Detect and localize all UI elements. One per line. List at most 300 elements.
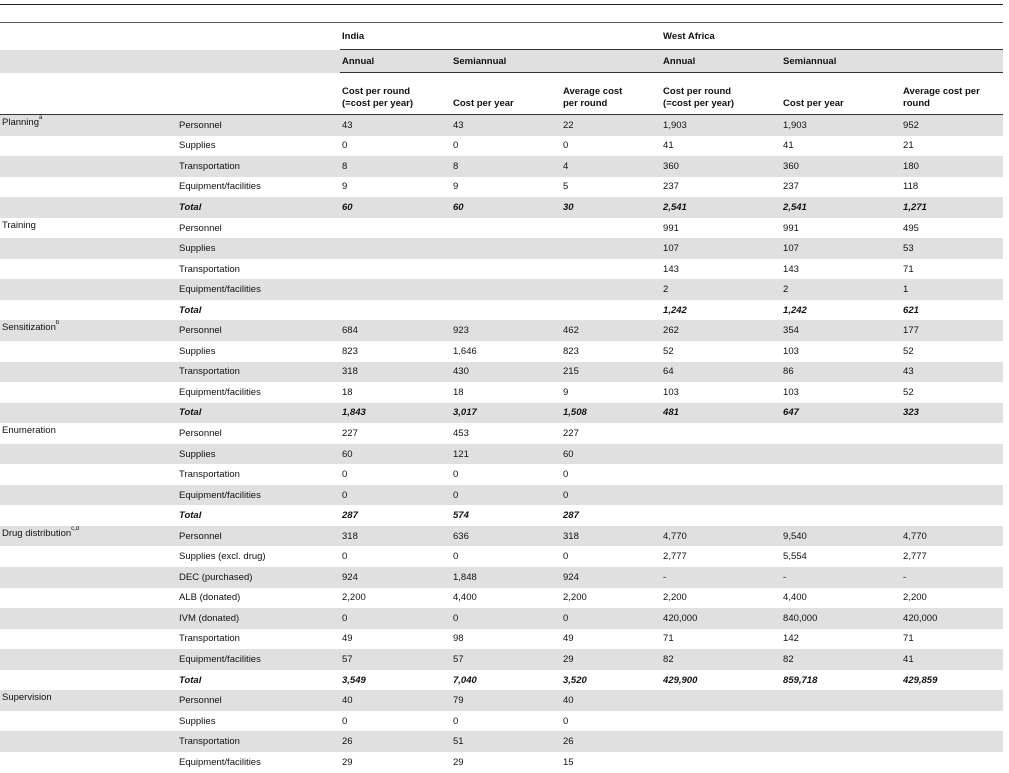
cost-value <box>781 711 901 732</box>
cost-value: 318 <box>561 526 661 547</box>
india-avg-cost-header <box>561 73 661 115</box>
cost-value <box>661 423 781 444</box>
cost-item-label: Supplies <box>177 444 340 465</box>
activity-cell <box>0 341 177 362</box>
cost-item-label: Equipment/facilities <box>179 386 261 398</box>
cost-value: 0 <box>340 485 451 506</box>
activity-cell <box>0 731 177 752</box>
cost-item-label: Supplies (excl. drug) <box>179 551 266 563</box>
table-row <box>0 320 1003 341</box>
cost-value: 5 <box>563 181 569 193</box>
cost-value <box>340 238 451 259</box>
cost-value: 29 <box>561 649 661 670</box>
cost-value: 924 <box>561 567 661 588</box>
cost-value: 318 <box>340 526 451 547</box>
cost-item-label: Transportation <box>179 633 240 645</box>
cost-value <box>781 731 901 752</box>
cost-item-label: Personnel <box>177 690 340 711</box>
cost-value: 481 <box>661 403 781 424</box>
activity-cell <box>0 279 177 300</box>
activity-cell <box>0 423 177 444</box>
cost-value <box>561 218 661 239</box>
cost-value: 0 <box>453 551 459 563</box>
cost-item-label: IVM (donated) <box>177 608 340 629</box>
india-cost-per-round-header <box>340 73 451 115</box>
cost-value: 52 <box>903 386 914 398</box>
table-row <box>0 136 1003 157</box>
cost-value: 15 <box>563 756 574 768</box>
cost-value <box>901 444 1003 465</box>
activity-cell <box>0 115 177 136</box>
cost-value <box>561 238 661 259</box>
cost-value <box>901 731 1003 752</box>
cost-value: - <box>781 567 901 588</box>
cost-value <box>340 300 451 321</box>
cost-value <box>340 218 451 239</box>
cost-value: 49 <box>342 633 353 645</box>
activity-cell <box>0 690 177 711</box>
table-row <box>0 752 1003 773</box>
table-row <box>0 546 1003 567</box>
cost-value: 29 <box>342 756 353 768</box>
cost-value: 237 <box>783 181 799 193</box>
activity-label: Training <box>2 219 36 231</box>
cost-value: 82 <box>661 649 781 670</box>
cost-value: 18 <box>342 386 353 398</box>
activity-cell <box>0 320 177 341</box>
cost-value <box>451 279 561 300</box>
activity-cell <box>0 670 177 691</box>
cost-value: 7,040 <box>453 674 477 686</box>
cost-value: 60 <box>451 197 561 218</box>
activity-cell <box>0 300 177 321</box>
table-row-total <box>0 197 1003 218</box>
cost-value <box>781 444 901 465</box>
cost-value: 21 <box>903 140 914 152</box>
cost-value: 26 <box>340 731 451 752</box>
cost-value: 52 <box>903 345 914 357</box>
cost-value <box>340 279 451 300</box>
footnote-marker: c,d <box>71 525 80 532</box>
cost-value: 4,400 <box>453 592 477 604</box>
cost-value: 0 <box>453 469 459 481</box>
cost-value <box>451 218 561 239</box>
header-row-region <box>0 23 1003 50</box>
table-row <box>0 711 1003 732</box>
cost-value: 215 <box>561 362 661 383</box>
cost-value: 0 <box>453 715 459 727</box>
cost-value: 8 <box>451 156 561 177</box>
cost-value <box>781 505 901 526</box>
cost-value: 430 <box>451 362 561 383</box>
cost-value: 1,242 <box>663 304 687 316</box>
cost-value <box>781 752 901 773</box>
cost-value: 991 <box>783 222 799 234</box>
activity-cell <box>0 546 177 567</box>
activity-cell <box>0 218 177 239</box>
cost-value: 429,859 <box>903 674 938 686</box>
cost-value: 0 <box>451 485 561 506</box>
wa-annual-header: Annual <box>661 50 781 73</box>
activity-cell <box>0 505 177 526</box>
cost-item-label: Equipment/facilities <box>179 181 261 193</box>
activity-cell <box>0 752 177 773</box>
cost-item-label: Transportation <box>177 362 340 383</box>
activity-cell <box>0 464 177 485</box>
cost-item-label: Equipment/facilities <box>179 756 261 768</box>
cost-value: 237 <box>663 181 679 193</box>
cost-value: 923 <box>451 320 561 341</box>
activity-cell <box>0 526 177 547</box>
cost-value: 0 <box>453 140 459 152</box>
activity-cell <box>0 567 177 588</box>
cost-value: - <box>901 567 1003 588</box>
cost-value: 2,541 <box>781 197 901 218</box>
cost-value: 0 <box>561 608 661 629</box>
cost-value: 2,777 <box>663 551 687 563</box>
cost-value: 1,903 <box>661 115 781 136</box>
table-row <box>0 485 1003 506</box>
cost-value: 60 <box>561 444 661 465</box>
cost-value: 41 <box>901 649 1003 670</box>
cost-value: 41 <box>663 140 674 152</box>
cost-value: 2,200 <box>342 592 366 604</box>
table-row-total <box>0 300 1003 321</box>
cost-value: 262 <box>661 320 781 341</box>
india-semiannual-header: Semiannual <box>451 50 661 73</box>
cost-value: - <box>661 567 781 588</box>
cost-value <box>451 259 561 280</box>
cost-value: 9,540 <box>781 526 901 547</box>
cost-value: 2,200 <box>663 592 687 604</box>
activity-label: Supervision <box>2 692 52 704</box>
table-row <box>0 259 1003 280</box>
cost-value: 41 <box>783 140 794 152</box>
cost-value: 4 <box>561 156 661 177</box>
cost-value: 287 <box>342 510 358 522</box>
cost-value: 0 <box>563 551 569 563</box>
cost-value: 26 <box>561 731 661 752</box>
cost-value: 574 <box>453 510 469 522</box>
table-row-total <box>0 670 1003 691</box>
cost-value <box>781 423 901 444</box>
cost-value: 0 <box>342 551 348 563</box>
cost-item-label: Equipment/facilities <box>177 485 340 506</box>
cost-value: 0 <box>563 469 569 481</box>
table-row <box>0 608 1003 629</box>
cost-item-label: Supplies <box>179 140 216 152</box>
india-annual-header: Annual <box>340 50 451 73</box>
table-row <box>0 588 1003 609</box>
cost-value: 429,900 <box>663 674 698 686</box>
cost-value: 177 <box>901 320 1003 341</box>
cost-value: 64 <box>661 362 781 383</box>
cost-value: 2,200 <box>903 592 927 604</box>
cost-value: 43 <box>901 362 1003 383</box>
cost-value <box>781 485 901 506</box>
table-row <box>0 218 1003 239</box>
activity-label: Enumeration <box>2 425 56 437</box>
table-row <box>0 362 1003 383</box>
cost-value: 823 <box>342 345 358 357</box>
activity-cell <box>0 403 177 424</box>
cost-value: 462 <box>561 320 661 341</box>
cost-value: 43 <box>451 115 561 136</box>
footnote-marker: b <box>55 320 60 327</box>
header-line-2: (=cost per year) <box>342 98 414 109</box>
cost-value: 1,271 <box>901 197 1003 218</box>
cost-value: 118 <box>903 181 919 193</box>
cost-value: 1 <box>901 279 1003 300</box>
activity-cell <box>0 136 177 157</box>
cost-value: 859,718 <box>783 674 818 686</box>
cost-value: 2,200 <box>563 592 587 604</box>
cost-value: 107 <box>781 238 901 259</box>
cost-value: 79 <box>451 690 561 711</box>
cost-value: 0 <box>561 485 661 506</box>
cost-item-label: Transportation <box>179 469 240 481</box>
cost-value: 0 <box>563 715 569 727</box>
cost-value <box>781 464 901 485</box>
table-row <box>0 115 1003 136</box>
cost-value: 2 <box>661 279 781 300</box>
table-row <box>0 341 1003 362</box>
cost-value: 360 <box>661 156 781 177</box>
cost-value <box>451 300 561 321</box>
cost-value <box>661 752 781 773</box>
cost-value: 0 <box>563 140 569 152</box>
cost-value: 453 <box>453 427 469 439</box>
cost-value <box>661 464 781 485</box>
cost-item-label: Personnel <box>177 115 340 136</box>
activity-cell <box>0 608 177 629</box>
cost-value: 9 <box>453 181 459 193</box>
activity-cell <box>0 382 177 403</box>
activity-label: Planning <box>2 117 39 128</box>
cost-value: 30 <box>561 197 661 218</box>
cost-item-label: Transportation <box>179 263 240 275</box>
cost-value: 40 <box>340 690 451 711</box>
cost-item-label: Transportation <box>177 731 340 752</box>
table-row <box>0 177 1003 198</box>
cost-value: 103 <box>783 386 799 398</box>
table-row-total <box>0 505 1003 526</box>
table-row <box>0 444 1003 465</box>
region-india-header: India <box>340 23 661 50</box>
activity-cell <box>0 259 177 280</box>
cost-item-label: Equipment/facilities <box>177 279 340 300</box>
cost-value: 227 <box>342 427 358 439</box>
cost-value <box>901 711 1003 732</box>
cost-value: 143 <box>783 263 799 275</box>
cost-value: 1,843 <box>340 403 451 424</box>
cost-value <box>661 485 781 506</box>
cost-value: 22 <box>561 115 661 136</box>
activity-cell <box>0 362 177 383</box>
footnote-marker: a <box>38 115 43 121</box>
cost-value: 98 <box>453 633 464 645</box>
cost-value: 2,777 <box>903 551 927 563</box>
activity-cell <box>0 444 177 465</box>
india-cost-per-year-header: Cost per year <box>451 73 561 115</box>
cost-item-label: Transportation <box>177 156 340 177</box>
cost-value: 0 <box>342 140 348 152</box>
cost-value: 107 <box>661 238 781 259</box>
cost-value: 142 <box>783 633 799 645</box>
cost-value: 1,848 <box>451 567 561 588</box>
cost-item-label: Total <box>179 674 202 686</box>
table-row <box>0 279 1003 300</box>
activity-cell <box>0 177 177 198</box>
cost-value: 952 <box>901 115 1003 136</box>
cost-value <box>661 731 781 752</box>
cost-item-label: Total <box>177 403 340 424</box>
cost-value: 991 <box>663 222 679 234</box>
header-line-1: Cost per round <box>663 86 732 97</box>
cost-value: 1,242 <box>783 304 807 316</box>
cost-value: 287 <box>563 510 579 522</box>
activity-cell <box>0 711 177 732</box>
cost-value: 8 <box>340 156 451 177</box>
cost-value: 52 <box>663 345 674 357</box>
cost-value: 60 <box>340 444 451 465</box>
cost-value: 71 <box>663 633 674 645</box>
cost-value: 43 <box>340 115 451 136</box>
table-row <box>0 649 1003 670</box>
wa-semiannual-header: Semiannual <box>781 50 1003 73</box>
table-row <box>0 464 1003 485</box>
cost-value <box>901 423 1003 444</box>
cost-value: 0 <box>342 715 348 727</box>
activity-cell <box>0 485 177 506</box>
cost-value: 3,549 <box>342 674 366 686</box>
cost-value: 2 <box>781 279 901 300</box>
cost-value <box>901 690 1003 711</box>
cost-value: 9 <box>342 181 348 193</box>
activity-cell <box>0 197 177 218</box>
cost-value: 647 <box>781 403 901 424</box>
cost-value: 4,770 <box>901 526 1003 547</box>
cost-value: 4,400 <box>783 592 807 604</box>
table-row <box>0 690 1003 711</box>
header-row-schedule <box>0 50 1003 73</box>
cost-value <box>781 690 901 711</box>
cost-value: 57 <box>451 649 561 670</box>
cost-value <box>661 711 781 732</box>
table-row-total <box>0 403 1003 424</box>
cost-value: 53 <box>901 238 1003 259</box>
table-row <box>0 567 1003 588</box>
activity-cell <box>0 588 177 609</box>
activity-cell <box>0 649 177 670</box>
header-row-measure <box>0 73 1003 115</box>
cost-value <box>661 444 781 465</box>
wa-cost-per-year-header: Cost per year <box>781 73 901 115</box>
cost-value: 49 <box>563 633 574 645</box>
cost-item-label: Personnel <box>177 526 340 547</box>
cost-value: 71 <box>903 263 914 275</box>
cost-value <box>561 300 661 321</box>
cost-value: 103 <box>663 386 679 398</box>
cost-value: 86 <box>781 362 901 383</box>
activity-cell <box>0 238 177 259</box>
cost-value: 57 <box>340 649 451 670</box>
cost-value: 323 <box>901 403 1003 424</box>
table-row <box>0 156 1003 177</box>
header-line-2: (=cost per year) <box>663 98 735 109</box>
activity-label: Drug distribution <box>2 527 72 539</box>
cost-value: 636 <box>451 526 561 547</box>
cost-item-label: Supplies <box>179 715 216 727</box>
cost-value: 420,000 <box>901 608 1003 629</box>
cost-value: 420,000 <box>661 608 781 629</box>
wa-avg-cost-header: Average cost per round <box>901 73 1003 115</box>
cost-value: 2,541 <box>661 197 781 218</box>
table-row <box>0 423 1003 444</box>
cost-value: 40 <box>561 690 661 711</box>
header-line-1: Cost per round <box>342 86 411 97</box>
cost-item-label: Personnel <box>179 427 222 439</box>
cost-value: 180 <box>901 156 1003 177</box>
cost-item-label: Total <box>177 197 340 218</box>
cost-value: 360 <box>781 156 901 177</box>
cost-value: 82 <box>781 649 901 670</box>
header-line-1: Average cost <box>563 86 623 97</box>
cost-item-label: Supplies <box>179 345 216 357</box>
cost-value: 318 <box>340 362 451 383</box>
cost-item-label: Supplies <box>177 238 340 259</box>
cost-item-label: Equipment/facilities <box>177 649 340 670</box>
cost-value: 0 <box>342 469 348 481</box>
activity-cell <box>0 629 177 650</box>
cost-value: 51 <box>451 731 561 752</box>
cost-value: 18 <box>453 386 464 398</box>
cost-value <box>901 752 1003 773</box>
cost-value <box>451 238 561 259</box>
wa-cost-per-round-header <box>661 73 781 115</box>
cost-item-label: Total <box>179 304 202 316</box>
cost-value: 121 <box>451 444 561 465</box>
cost-value: 0 <box>451 608 561 629</box>
table-top-rule <box>0 4 1003 5</box>
cost-value: 60 <box>340 197 451 218</box>
cost-value <box>561 279 661 300</box>
cost-item-label: Personnel <box>179 222 222 234</box>
cost-value: 4,770 <box>661 526 781 547</box>
cost-value: 29 <box>453 756 464 768</box>
cost-value <box>901 464 1003 485</box>
cost-value: 0 <box>340 608 451 629</box>
activity-cell <box>0 156 177 177</box>
cost-value: 1,646 <box>453 345 477 357</box>
cost-table <box>0 22 1003 773</box>
cost-value: 143 <box>663 263 679 275</box>
cost-value <box>901 505 1003 526</box>
cost-value: 1,903 <box>781 115 901 136</box>
table-row <box>0 382 1003 403</box>
cost-value: 621 <box>903 304 919 316</box>
cost-value: 495 <box>903 222 919 234</box>
cost-value: 840,000 <box>781 608 901 629</box>
cost-value <box>661 505 781 526</box>
table-row <box>0 629 1003 650</box>
cost-value: 71 <box>903 633 914 645</box>
cost-value <box>901 485 1003 506</box>
cost-value: 924 <box>340 567 451 588</box>
cost-value: 823 <box>563 345 579 357</box>
cost-item-label: Personnel <box>177 320 340 341</box>
cost-value: 5,554 <box>783 551 807 563</box>
